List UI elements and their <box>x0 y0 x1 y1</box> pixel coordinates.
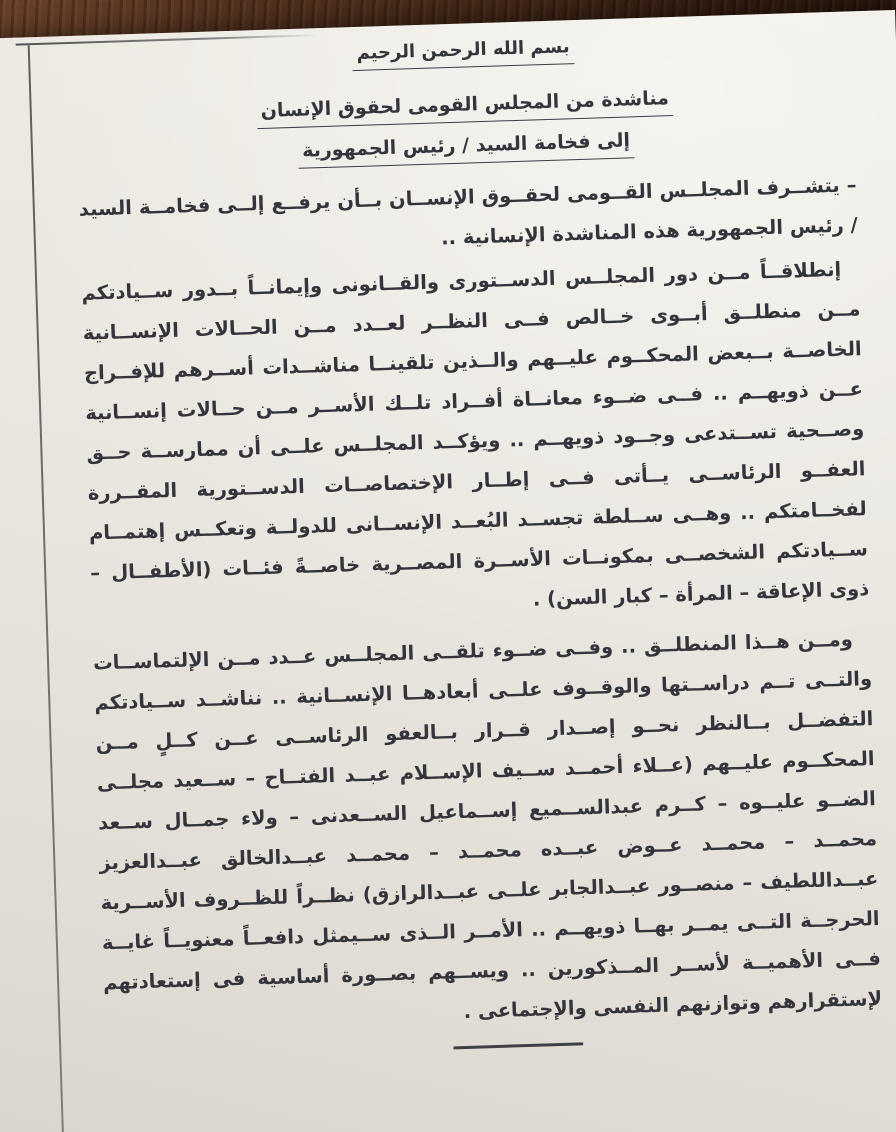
letter-addressee-text: إلى فخامة السيد / رئيس الجمهورية <box>298 127 635 169</box>
letter-title-text: مناشدة من المجلس القومى لحقوق الإنسان <box>256 85 673 129</box>
basmala-text: بسم الله الرحمن الرحيم <box>352 34 574 71</box>
paragraph-context: إنطلاقــاً مــن دور المجلــس الدســتورى والقــانونى وإيمانــاً بــدور ســيادتكم مــن منطلــق أبــوى خــالص فــى النظــر لعــدد مــن الحــالات الإنســانية الخاصــة بــبعض المحكــوم عليــهم والــذين تلقينــا مناشــدات أســرهم للإفــراج عــن ذويهــم .. فــى ضــوء معانــاة أفــراد تلــك الأســر مــن حــالات إنســانية وصــحية تســتدعى وجــود ذويهــم .. ويؤكــد المجلــس علــى أن ممارســة حــق العفــو الرئاســى يــأتى فــى إطــار الإختصاصــات الدســتورية المقــررة لفخــامتكم .. وهــى ســلطة تجســد البُعــد الإنســانى للدولــة وتعكــس إهتمــام ســيادتكم الشخصــى بمكونــات الأســرة المصــرية خاصــةً فئــات (الأطفــال – ذوى الإعاقة – المرأة – كبار السن) . <box>81 257 870 611</box>
closing-divider <box>453 1042 583 1049</box>
letter-content <box>0 10 896 1065</box>
paragraph-appeal-names: ومــن هــذا المنطلــق .. وفــى ضــوء تلقــى المجلــس عــدد مــن الإلتماســات والتــى تــم دراســتها والوقــوف علــى أبعادهــا الإنســانية .. نناشــد ســيادتكم التفضــل بــالنظر نحــو إصــدار قــرار بــالعفو الرئاســى عــن كــلٍ مــن المحكــوم عليــهم (عــلاء أحمــد ســيف الإســلام عبــد الفتــاح – ســعيد مجلــى الضــو عليــوه – كــرم عبدالســميع إســماعيل الســعدنى – ولاء جمــال ســعد محمــد – محمــد عــوض عبــده محمــد – محمــد عبــدالخالق عبــدالعزيز عبــداللطيف – منصــور عبــدالجابر علــى عبــدالرازق) نظــراً للظــروف الأســرية الحرجــة التــى يمــر بهــا ذويهــم .. الأمــر الــذى ســيمثل دافعــاً معنويــاً غايــة فــى الأهميــة لأســر المــذكورين .. ويســهم بصــورة أساسية فى إستعادتهم لإستقرارهم وتوازنهم النفسى والإجتماعى . <box>92 627 883 1024</box>
basmala-heading <box>74 25 853 79</box>
paragraph-introduction: – يتشــرف المجلــس القــومى لحقــوق الإنســان بــأن يرفــع إلــى فخامــة السيد / رئيس الجمهورية هذه المناشدة الإنسانية .. <box>78 173 859 250</box>
document-page <box>0 10 896 1132</box>
